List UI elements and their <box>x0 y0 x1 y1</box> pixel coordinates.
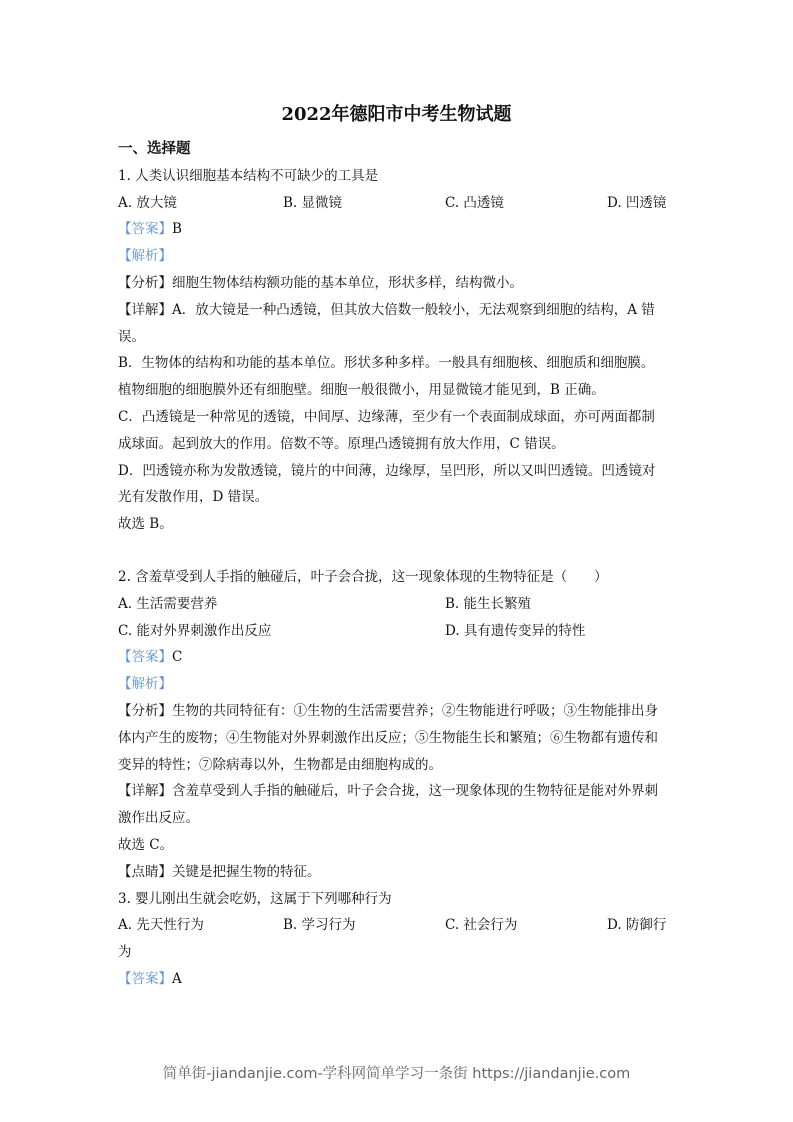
option: C. 凸透镜 <box>445 194 504 211</box>
option: B. 能生长繁殖 <box>445 595 532 612</box>
text-line: 2. 含羞草受到人手指的触碰后，叶子会合拢，这一现象体现的生物特征是（ ） <box>118 568 608 585</box>
text-line: 误。 <box>118 328 145 345</box>
text-line: 【点睛】关键是把握生物的特征。 <box>118 863 321 880</box>
text-line: 3. 婴儿刚出生就会吃奶，这属于下列哪种行为 <box>118 890 392 907</box>
text-line: 变异的特性；⑦除病毒以外，生物都是由细胞构成的。 <box>118 756 442 773</box>
text-line: B．生物体的结构和功能的基本单位。形状多种多样。一般具有细胞核、细胞质和细胞膜。 <box>118 355 655 372</box>
text-line: 【分析】细胞生物体结构额功能的基本单位，形状多样，结构微小。 <box>118 274 523 291</box>
text-line: 植物细胞的细胞膜外还有细胞壁。细胞一般很微小，用显微镜才能见到，B 正确。 <box>118 382 605 399</box>
document-body <box>118 136 674 993</box>
option: B. 显微镜 <box>283 194 343 211</box>
option: C. 社会行为 <box>445 917 518 934</box>
blank-space <box>118 538 674 564</box>
section-label: 【答案】 <box>118 649 172 666</box>
options-row <box>118 618 674 645</box>
answer-line <box>118 671 674 698</box>
text-line: 故选 C。 <box>118 836 174 853</box>
options-row <box>118 912 674 939</box>
answer-line <box>118 644 674 671</box>
section-heading: 一、选择题 <box>118 140 191 157</box>
page-title: 2022年德阳市中考生物试题 <box>281 104 512 125</box>
footer-watermark: 简单街-jiandanjie.com-学科网简单学习一条街 https://jiandanjie.com <box>162 1066 631 1082</box>
text-line: D．凹透镜亦称为发散透镜，镜片的中间薄，边缘厚，呈凹形，所以又叫凹透镜。凹透镜对 <box>118 462 656 479</box>
section-label: 【解析】 <box>118 248 172 265</box>
section-label: 【答案】 <box>118 221 172 238</box>
text-line: 激作出反应。 <box>118 810 199 827</box>
option: A. 生活需要营养 <box>118 595 218 612</box>
text-line: 【分析】生物的共同特征有：①生物的生活需要营养；②生物能进行呼吸；③生物能排出身 <box>118 702 658 719</box>
option: D. 凹透镜 <box>607 194 667 211</box>
option: D. 具有遗传变异的特性 <box>445 622 586 639</box>
text-line: 【详解】A．放大镜是一种凸透镜，但其放大倍数一般较小，无法观察到细胞的结构，A 错 <box>118 301 655 318</box>
answer-line <box>118 216 674 243</box>
option: A. 先天性行为 <box>118 917 204 934</box>
answer-value: B <box>172 221 182 238</box>
answer-value: A <box>172 970 182 987</box>
answer-line <box>118 243 674 270</box>
answer-line <box>118 966 674 993</box>
text-line: 故选 B。 <box>118 516 173 533</box>
text-line: 1. 人类认识细胞基本结构不可缺少的工具是 <box>118 167 379 184</box>
options-row <box>118 591 674 618</box>
section-label: 【答案】 <box>118 970 172 987</box>
text-line: 体内产生的废物；④生物能对外界刺激作出反应；⑤生物能生长和繁殖；⑥生物都有遗传和 <box>118 729 658 746</box>
option: A. 放大镜 <box>118 194 177 211</box>
answer-value: C <box>172 649 183 666</box>
text-line: C．凸透镜是一种常见的透镜，中间厚、边缘薄，至少有一个表面制成球面，亦可两面都制 <box>118 408 655 425</box>
option: B. 学习行为 <box>283 917 356 934</box>
option: D. 防御行 <box>607 917 667 934</box>
text-line: 光有发散作用，D 错误。 <box>118 489 269 506</box>
text-line: 【详解】含羞草受到人手指的触碰后，叶子会合拢，这一现象体现的生物特征是能对外界刺 <box>118 783 658 800</box>
option: C. 能对外界刺激作出反应 <box>118 622 272 639</box>
text-line: 成球面。起到放大的作用。倍数不等。原理凸透镜拥有放大作用，C 错误。 <box>118 435 565 452</box>
options-row <box>118 190 674 217</box>
section-label: 【解析】 <box>118 676 172 693</box>
text-line: 为 <box>118 944 132 961</box>
